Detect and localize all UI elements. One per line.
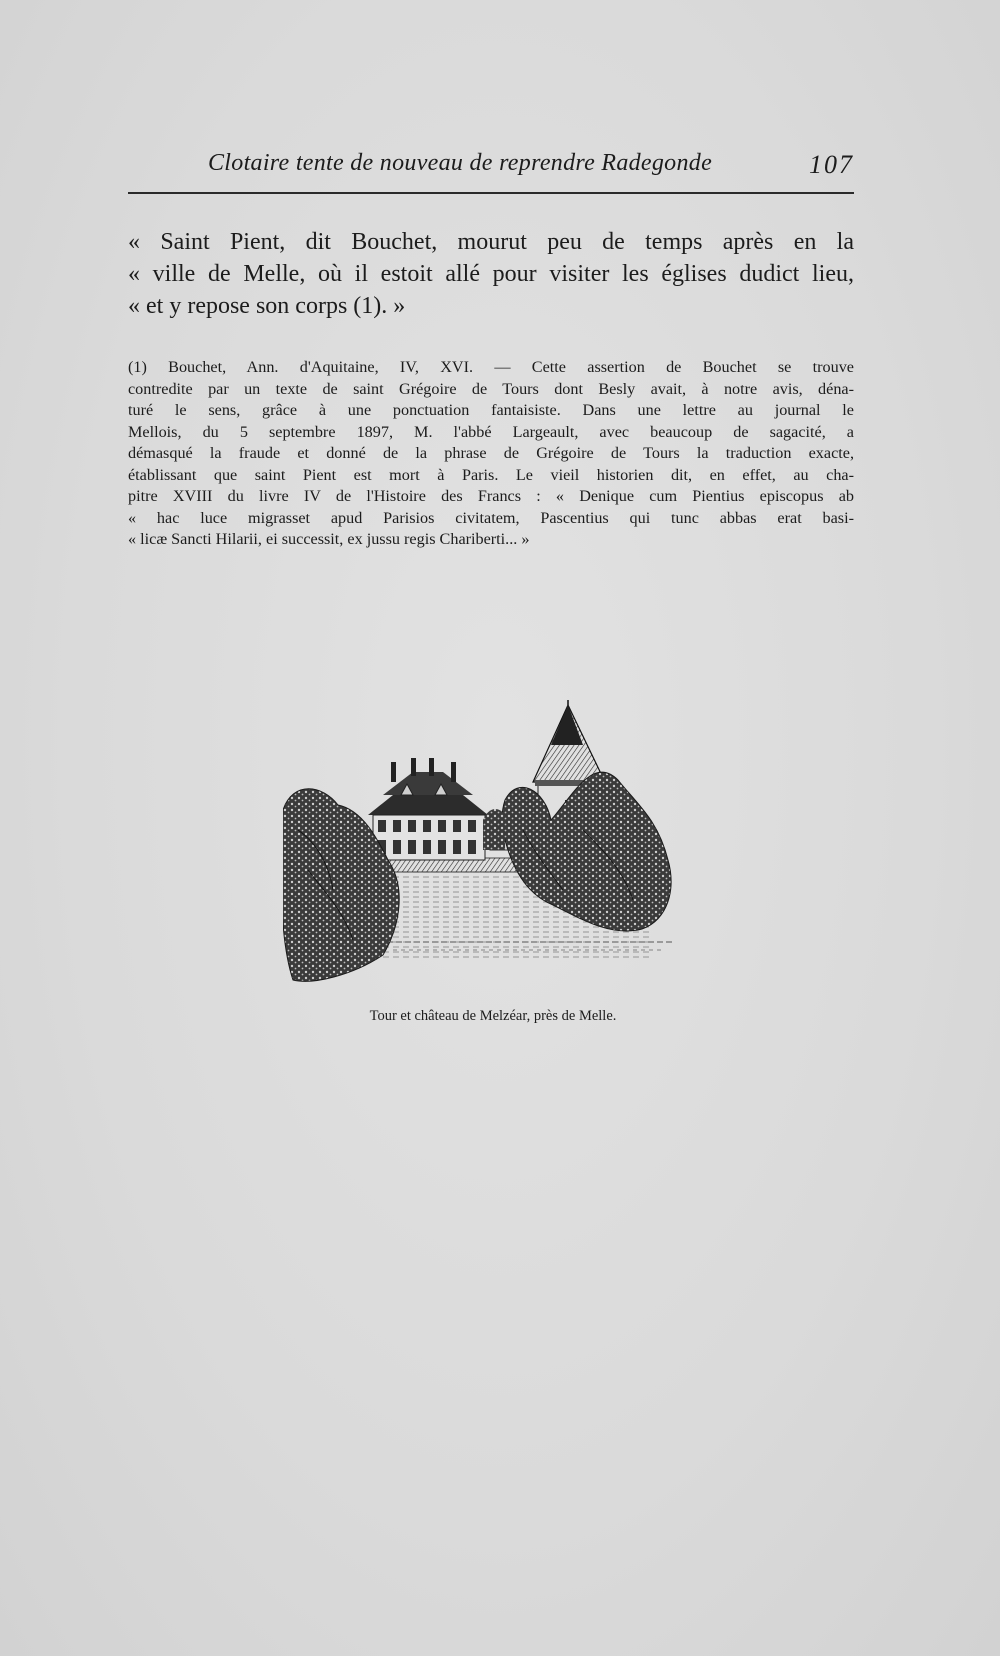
- footnote-line: « licæ Sancti Hilarii, ei successit, ex jussu regis Chariberti... »: [128, 530, 530, 548]
- footnote-line: pitre XVIII du livre IV de l'Histoire des Francs : « Denique cum Pientius episcopus ab: [128, 487, 854, 505]
- footnote-line: établissant que saint Pient est mort à Paris. Le vieil historien dit, en effet, au cha-: [128, 465, 854, 484]
- page-header: [128, 148, 854, 194]
- chateau-illustration: [283, 700, 703, 1000]
- page-number: 107: [809, 150, 854, 179]
- quote-line: « et y repose son corps (1). »: [128, 293, 406, 319]
- footnote-line: (1) Bouchet, Ann. d'Aquitaine, IV, XVI. — Cette assertion de Bouchet se trouve: [128, 358, 854, 376]
- footnote-line: démasqué la fraude et donné de la phrase de Grégoire de Tours la traduction exacte,: [128, 444, 854, 462]
- running-title: Clotaire tente de nouveau de reprendre Radegonde: [208, 150, 713, 176]
- footnote-line: « hac luce migrasset apud Parisios civitatem, Pascentius qui tunc abbas erat basi-: [128, 508, 854, 527]
- caption-text: Tour et château de Melzéar, près de Melle.: [369, 1008, 617, 1024]
- footnote: [128, 357, 854, 551]
- quote-paragraph: [128, 226, 854, 322]
- quote-line: « Saint Pient, dit Bouchet, mourut peu de temps après en la: [128, 229, 854, 255]
- footnote-line: turé le sens, grâce à une ponctuation fantaisiste. Dans une lettre au journal le: [128, 401, 854, 419]
- figure-caption: [0, 1008, 1000, 1025]
- quote-line: « ville de Melle, où il estoit allé pour visiter les églises dudict lieu,: [128, 261, 854, 287]
- chateau-engraving: [283, 700, 703, 1000]
- footnote-line: Mellois, du 5 septembre 1897, M. l'abbé Largeault, avec beaucoup de sagacité, a: [128, 422, 854, 441]
- footnote-line: contredite par un texte de saint Grégoire de Tours dont Besly avait, à notre avis, déna-: [128, 379, 854, 398]
